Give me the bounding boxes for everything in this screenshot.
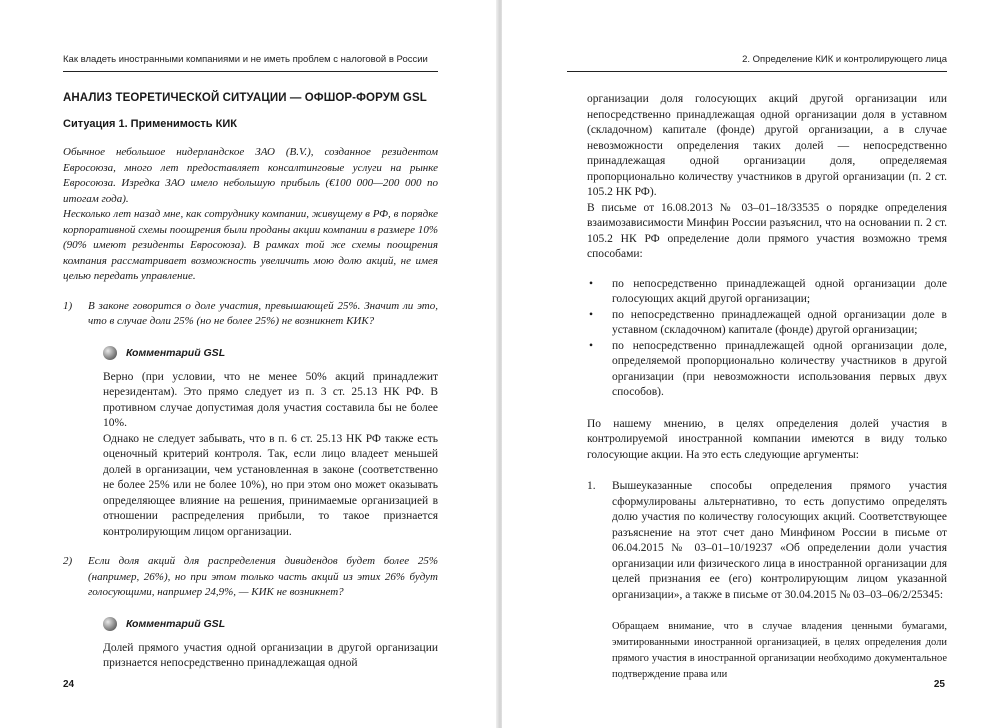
page-number-right: 25 <box>933 679 945 690</box>
question-2-text: Если доля акций для распределения дивидендов будет более 25% (например, 26%), но при этом только часть акций из этих 26% будут голосующими, например 24,9%, — КИК не возникнет? <box>88 555 438 598</box>
question-2 <box>63 554 438 601</box>
right-page-body <box>587 92 947 683</box>
answer-1a: Верно (при условии, что не менее 50% акций принадлежит нерезидентам). Это прямо следует из п. 3 ст. 25.13 НК РФ. В противном случае допустимая доля участия составила бы не более 10%. <box>103 370 438 429</box>
paragraph-2: В письме от 16.08.2013 № 03–01–18/33535 о порядке определения взаимозависимости Минфин России разъяснил, что на основании п. 2 ст. 105.2 НК РФ определение доли прямого участия возможно тремя способами: <box>587 201 947 260</box>
gsl-globe-icon <box>103 346 117 360</box>
list-item: • по непосредственно принадлежащей одной организации доле голосующих акций другой организации; <box>587 277 947 308</box>
case-intro-1: Обычное небольшое нидерландское ЗАО (B.V.), созданное резидентом Евросоюза, много лет предоставляет консалтинговые услуги на рынке Евросоюза. Изредка ЗАО имело небольшую прибыль (€100 000—200 000 по итогам года). <box>63 146 438 205</box>
paragraph-1: организации доля голосующих акций другой организации или непосредственно принадлежащая одной организации доля в уставном (складочном) капитале (фонде) другой организации, а в случае невозможности определения таких долей — непосредственно принадлежащая одной организации доля, определяемая пропорционально количеству участников в другой организации (п. 2 ст. 105.2 НК РФ). <box>587 93 947 198</box>
quoted-letter: Обращаем внимание, что в случае владения ценными бумагами, эмитированными иностранной организацией, в целях определения доли прямого участия в иностранной организации необходимо документальное подтверждение права или <box>612 621 947 680</box>
running-head-left: Как владеть иностранными компаниями и не иметь проблем с налоговой в России <box>63 53 438 72</box>
question-1-text: В законе говорится о доле участия, превышающей 25%. Значит ли это, что в случае доли 25% (но не более 25%) не возникнет КИК? <box>88 299 438 327</box>
paragraph-3: По нашему мнению, в целях определения долей участия в контролируемой иностранной компании имеются в виду только голосующие акции. На это есть следующие аргументы: <box>587 417 947 461</box>
comment-label-1: Комментарий GSL <box>126 346 226 359</box>
page-number-left: 24 <box>63 679 75 690</box>
question-1 <box>63 299 438 330</box>
numbered-point-1 <box>587 479 947 603</box>
comment-body-1 <box>103 370 438 541</box>
running-head-right: 2. Определение КИК и контролирующего лица <box>567 53 947 72</box>
list-item: • по непосредственно принадлежащей одной организации доле в уставном (складочном) капитале (фонде) другой организации; <box>587 308 947 339</box>
section-title: АНАЛИЗ ТЕОРЕТИЧЕСКОЙ СИТУАЦИИ — ОФШОР-ФОРУМ GSL <box>63 92 427 104</box>
question-2-number: 2) <box>63 555 73 567</box>
comment-header-2 <box>103 617 438 631</box>
answer-2: Долей прямого участия одной организации в другой организации признается непосредственно принадлежащая одной <box>103 641 438 669</box>
left-page-body <box>63 92 438 672</box>
right-page <box>502 0 1000 728</box>
gsl-globe-icon <box>103 617 117 631</box>
comment-label-2: Комментарий GSL <box>126 617 226 630</box>
list-item: • по непосредственно принадлежащей одной организации доле, определяемой пропорционально количеству участников в другой организации (при невозможности использования первых двух способов). <box>587 339 947 401</box>
question-1-number: 1) <box>63 299 73 312</box>
comment-header-1 <box>103 346 438 360</box>
left-page <box>0 0 498 728</box>
comment-body-2 <box>103 641 438 672</box>
case-intro-2: Несколько лет назад мне, как сотруднику компании, живущему в РФ, в порядке корпоративной схемы поощрения были проданы акции компании в размере 10% (90% имеют резиденты Евросоюза). В рамках той же схемы поощрения компания рассматривает возможность увеличить мою долю акций, не имея целью передать управление. <box>63 208 438 282</box>
case-title: Ситуация 1. Применимость КИК <box>63 118 237 130</box>
point-1-number: 1. <box>587 480 596 492</box>
point-1-text: Вышеуказанные способы определения прямого участия сформулированы альтернативно, то есть допустимо определять долю участия по количеству голосующих акций. Соответствующее разъяснение на этот счет дано Минфином России в письме от 06.04.2015 № 03–01–10/19237 «Об определении доли участия организации или физического лица в иностранной организации для целей признания ее (его) контролирующим лицом указанной организации», а также в письме от 30.04.2015 № 03–03–06/2/25345: <box>612 480 947 601</box>
answer-1b: Однако не следует забывать, что в п. 6 ст. 25.13 НК РФ также есть оценочный критерий контроля. Так, если лицо владеет меньшей долей в организации, чем установленная в законе (соответственно не более 25% или не более 10%), но при этом оно может оказывать определяющее влияние на решения, принимаемые организацией в отношении распределения прибыли, то такое признается контролирующим лицом организации. <box>103 432 438 538</box>
methods-list <box>587 277 947 401</box>
